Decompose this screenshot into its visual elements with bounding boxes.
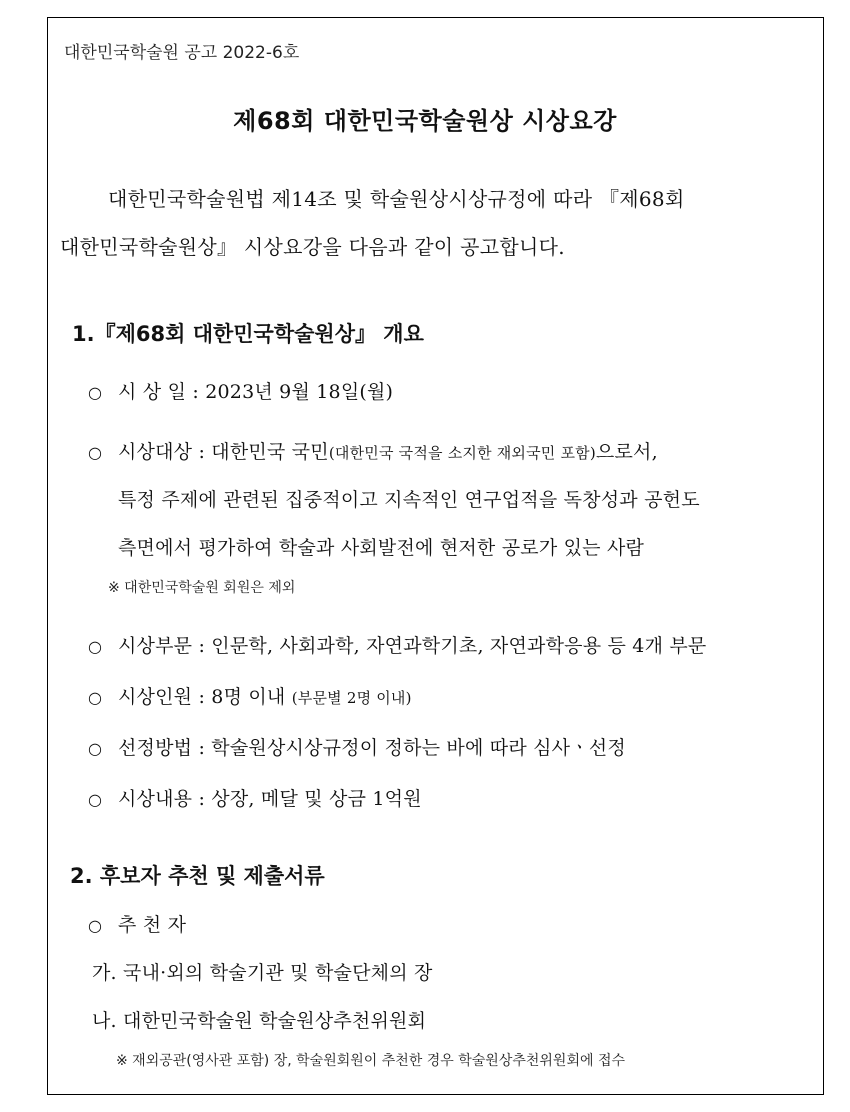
bullet-icon: ○ [88,790,103,809]
selection-method-text: 선정방법 : 학술원상시상규정이 정하는 바에 따라 심사ㆍ선정 [118,737,626,759]
award-fields-text: 시상부문 : 인문학, 사회과학, 자연과학기초, 자연과학응용 등 4개 부문 [118,635,707,657]
bullet-icon: ○ [88,383,103,402]
award-count-paren: (부문별 2명 이내) [291,689,412,707]
bullet-icon: ○ [88,916,103,935]
recommender-note: ※ 재외공관(영사관 포함) 장, 학술원회원이 추천한 경우 학술원상추천위원회에 접수 [116,1053,625,1069]
section-2-heading: 2. 후보자 추천 및 제출서류 [70,864,325,888]
bullet-icon: ○ [88,637,103,656]
award-target-paren: (대한민국 국적을 소지한 재외국민 포함) [328,444,596,462]
award-date-item [88,377,393,404]
award-date-text: 시 상 일 : 2023년 9월 18일(월) [118,381,394,403]
award-fields-item [88,631,706,658]
award-contents-text: 시상내용 : 상장, 메달 및 상금 1억원 [118,788,422,810]
bullet-icon: ○ [88,443,103,462]
award-target-line-2: 특정 주제에 관련된 집중적이고 지속적인 연구업적을 독창성과 공헌도 [118,489,700,511]
section-1-heading: 1.『제68회 대한민국학술원상』 개요 [72,322,424,346]
recommender-item [88,910,186,937]
intro-line-1: 대한민국학술원법 제14조 및 학술원상시상규정에 따라 『제68회 [108,187,685,211]
recommender-text: 추 천 자 [118,914,187,936]
award-target-note: ※ 대한민국학술원 회원은 제외 [108,580,296,596]
bullet-icon: ○ [88,688,103,707]
recommender-item-ga: 가. 국내·외의 학술기관 및 학술단체의 장 [92,962,433,984]
document-title: 제68회 대한민국학술원상 시상요강 [233,107,617,135]
award-target-line-3: 측면에서 평가하여 학술과 사회발전에 현저한 공로가 있는 사람 [118,537,645,559]
intro-line-2: 대한민국학술원상』 시상요강을 다음과 같이 공고합니다. [60,235,565,259]
recommender-item-na: 나. 대한민국학술원 학술원상추천위원회 [92,1010,427,1032]
award-count-item [88,682,412,709]
bullet-icon: ○ [88,739,103,758]
award-count-text: 시상인원 : 8명 이내 [118,686,292,708]
award-contents-item [88,784,422,811]
award-target-text: 시상대상 : 대한민국 국민 [118,441,329,463]
selection-method-item [88,733,626,760]
award-target-end: 으로서, [595,441,658,463]
notice-number: 대한민국학술원 공고 2022-6호 [64,43,300,63]
award-target-item [88,437,658,464]
